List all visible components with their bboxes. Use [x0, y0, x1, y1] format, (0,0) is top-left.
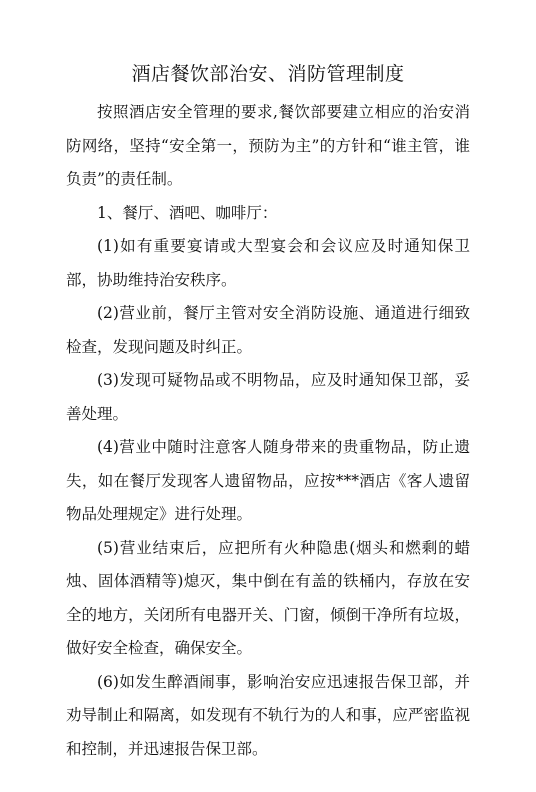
list-item: (6)如发生醉酒闹事，影响治安应迅速报告保卫部，并劝导制止和隔离，如发现有不轨行为的人和事，应严密监视和控制，并迅速报告保卫部。 — [66, 672, 470, 758]
list-item: (1)如有重要宴请或大型宴会和会议应及时通知保卫部，协助维持治安秩序。 — [66, 237, 470, 289]
list-item: (3)发现可疑物品或不明物品，应及时通知保卫部，妥善处理。 — [66, 371, 470, 423]
list-item: (5)营业结束后，应把所有火种隐患(烟头和燃剩的蜡烛、固体酒精等)熄灭，集中倒在有盖的铁桶内，存放在安全的地方，关闭所有电器开关、门窗，倾倒干净所有垃圾，做好安全检查，确保安全。 — [66, 538, 470, 657]
document-title: 酒店餐饮部治安、消防管理制度 — [131, 63, 405, 85]
section-heading: 1、餐厅、酒吧、咖啡厅： — [97, 203, 278, 222]
intro-paragraph: 按照酒店安全管理的要求,餐饮部要建立相应的治安消防网络，坚持“安全第一，预防为主”的方针和“谁主管，谁负责”的责任制。 — [66, 103, 470, 188]
list-item: (2)营业前，餐厅主管对安全消防设施、通道进行细致检查，发现问题及时纠正。 — [66, 304, 470, 356]
list-item: (4)营业中随时注意客人随身带来的贵重物品，防止遗失，如在餐厅发现客人遗留物品，应按***酒店《客人遗留物品处理规定》进行处理。 — [66, 438, 470, 523]
